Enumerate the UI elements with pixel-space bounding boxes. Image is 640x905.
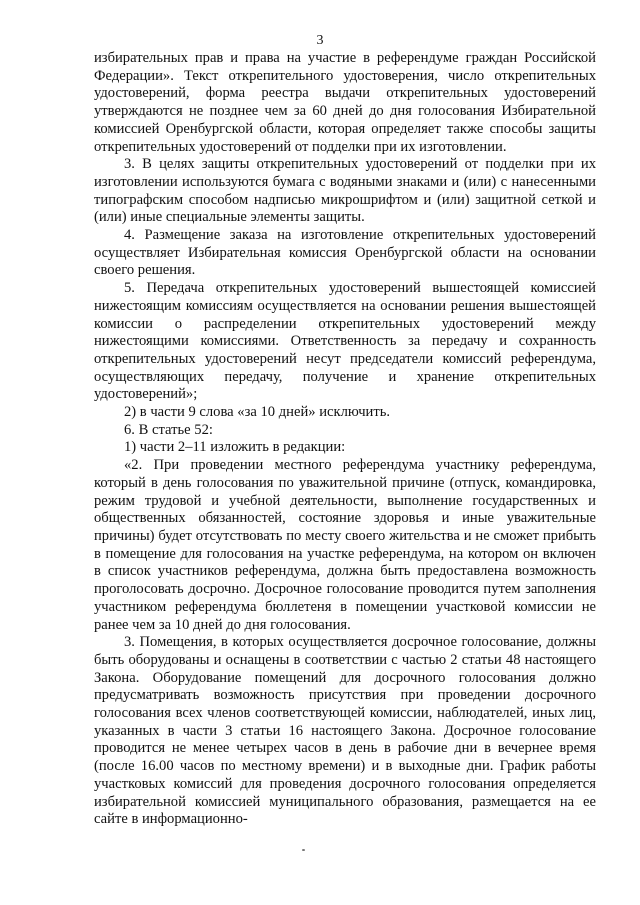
paragraph: избирательных прав и права на участие в референдуме граждан Российской Федерации». Текст открепительного удостоверения, число открепительных удостоверений, форма реестра выдачи открепительных удостоверений утверждаются не позднее чем за 60 дней до дня голосования Избирательной комиссией Оренбургской области, которая определяет также способы защиты открепительных удостоверений от подделки при их изготовлении. <box>94 50 596 155</box>
paragraph: 5. Передача открепительных удостоверений вышестоящей комиссией нижестоящим комиссиям осуществляется на основании решения вышестоящей комиссии о распределении открепительных удостоверений между нижестоящими комиссиями. Ответственность за передачу и сохранность открепительных удостоверений несут председатели комиссий референдума, осуществляющих передачу, получение и хранение открепительных удостоверений»; <box>94 280 596 403</box>
scan-speck <box>302 849 305 851</box>
page-number: 3 <box>316 33 324 48</box>
paragraph: 4. Размещение заказа на изготовление открепительных удостоверений осуществляет Избирательная комиссия Оренбургской области на основании своего решения. <box>94 227 596 279</box>
paragraph: «2. При проведении местного референдума участнику референдума, который в день голосования по уважительной причине (отпуск, командировка, режим трудовой и учебной деятельности, выполнение государственных и общественных обязанностей, состояние здоровья и иные уважительные причины) будет отсутствовать по месту своего жительства и не сможет прибыть в помещение для голосования на участке референдума, на котором он включен в список участников референдума, должна быть предоставлена возможность проголосовать досрочно. Досрочное голосование проводится путем заполнения участником референдума бюллетеня в помещении участковой комиссии не ранее чем за 10 дней до дня голосования. <box>94 457 596 633</box>
paragraph: 1) части 2–11 изложить в редакции: <box>124 439 346 456</box>
body-text <box>94 50 596 829</box>
paragraph: 2) в части 9 слова «за 10 дней» исключить. <box>124 404 391 421</box>
paragraph: 6. В статье 52: <box>124 421 213 438</box>
paragraph: 3. Помещения, в которых осуществляется досрочное голосование, должны быть оборудованы и оснащены в соответствии с частью 2 статьи 48 настоящего Закона. Оборудование помещений для досрочного голосования должно предусматривать возможность присутствия при проведении досрочного голосования всех членов соответствующей комиссии, наблюдателей, иных лиц, указанных в части 3 статьи 16 настоящего Закона. Досрочное голосование проводится не менее четырех часов в день в рабочие дни в вечернее время (после 16.00 часов по местному времени) и в выходные дни. График работы участковых комиссий для проведения досрочного голосования определяется избирательной комиссией муниципального образования, размещается на ее сайте в информационно- <box>94 634 596 828</box>
paragraph: 3. В целях защиты открепительных удостоверений от подделки при их изготовлении используются бумага с водяными знаками и (или) с нанесенными типографским способом надписью микрошрифтом и (или) защитной сеткой и (или) иные специальные элементы защиты. <box>94 156 596 226</box>
